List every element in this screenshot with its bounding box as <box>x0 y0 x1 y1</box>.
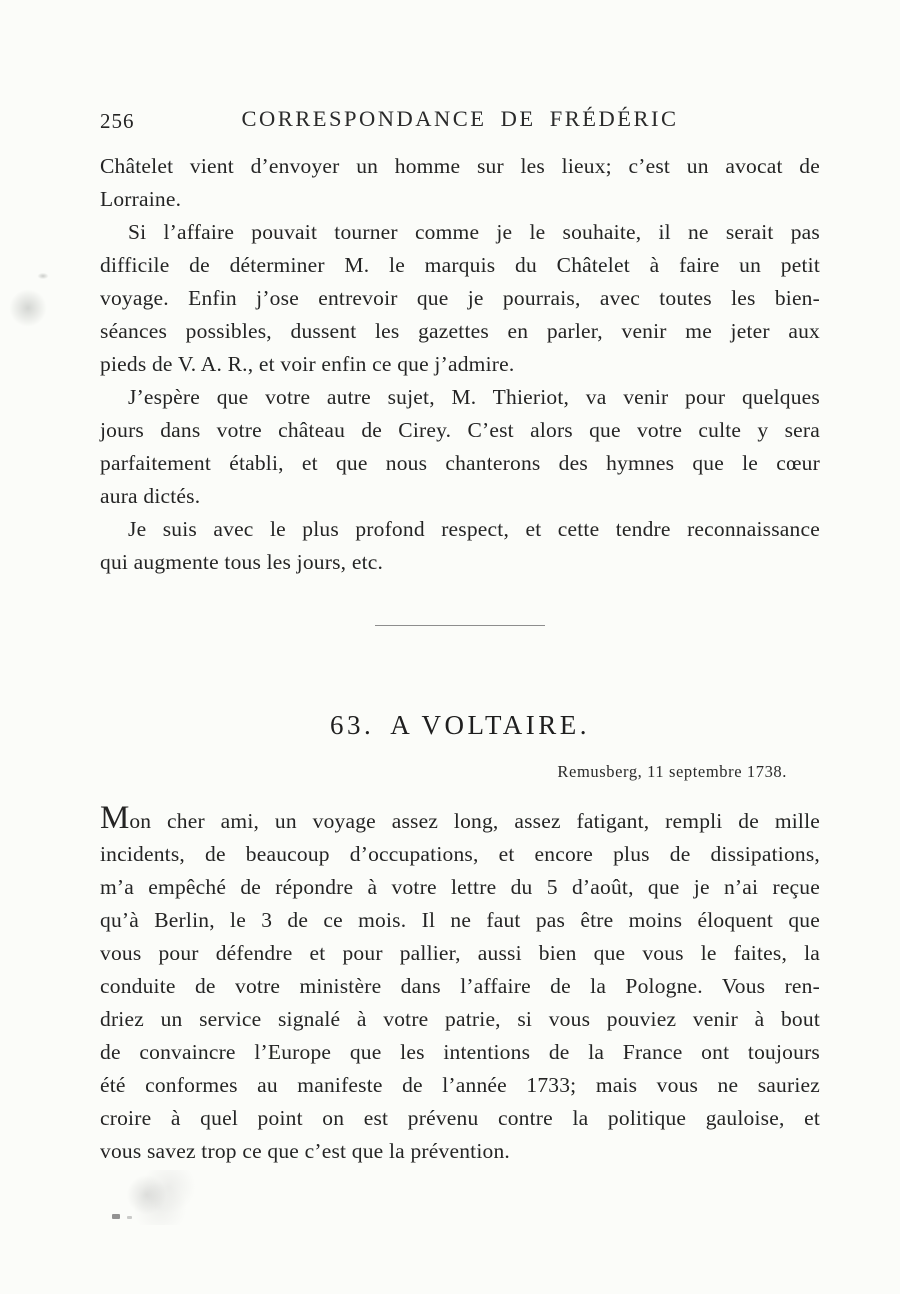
text-line: driez un service signalé à votre patrie, si vous pouviez venir à bout <box>100 1007 820 1031</box>
text-line: de convaincre l’Europe que les intentions de la France ont toujours <box>100 1040 820 1064</box>
text-line: Si l’affaire pouvait tourner comme je le souhaite, il ne serait pas <box>128 220 820 244</box>
text-line: difficile de déterminer M. le marquis du Châtelet à faire un petit <box>100 253 820 277</box>
drop-initial: M <box>100 800 130 836</box>
text-line: pieds de V. A. R., et voir enfin ce que j’admire. <box>100 352 515 376</box>
text-line: parfaitement établi, et que nous chanterons des hymnes que le cœur <box>100 451 820 475</box>
text-line: aura dictés. <box>100 484 201 508</box>
text-line: croire à quel point on est prévenu contre la politique gauloise, et <box>100 1106 820 1130</box>
text-line <box>100 800 820 838</box>
letter-title: A VOLTAIRE. <box>390 710 591 740</box>
running-title: CORRESPONDANCE DE FRÉDÉRIC <box>241 106 679 131</box>
text-line: qui augmente tous les jours, etc. <box>100 550 384 574</box>
text-line: Lorraine. <box>100 187 182 211</box>
dateline: Remusberg, 11 septembre 1738. <box>557 762 787 781</box>
section-divider <box>375 625 545 626</box>
page-number: 256 <box>100 109 135 133</box>
text-line: été conformes au manifeste de l’année 1733; mais vous ne sauriez <box>100 1073 820 1097</box>
text-line: vous pour défendre et pour pallier, aussi bien que vous le faites, la <box>100 941 820 965</box>
text-line: vous savez trop ce que c’est que la prévention. <box>100 1139 510 1163</box>
scan-smudge <box>2 282 54 334</box>
letter-63-body <box>100 800 820 1168</box>
text-line: jours dans votre château de Cirey. C’est alors que votre culte y sera <box>100 418 820 442</box>
letter-62-closing <box>100 150 820 579</box>
scan-smudge-small <box>36 272 50 280</box>
text-line: séances possibles, dussent les gazettes en parler, venir me jeter aux <box>100 319 820 343</box>
text-line: incidents, de beaucoup d’occupations, et encore plus de dissipations, <box>100 842 820 866</box>
text-line: m’a empêché de répondre à votre lettre du 5 d’août, que je n’ai reçue <box>100 875 820 899</box>
text-line: J’espère que votre autre sujet, M. Thieriot, va venir pour quelques <box>128 385 820 409</box>
text-line: Je suis avec le plus profond respect, et cette tendre reconnaissance <box>128 517 820 541</box>
running-head <box>100 106 820 136</box>
text-line: Châtelet vient d’envoyer un homme sur les lieux; c’est un avocat de <box>100 154 820 178</box>
text-line: conduite de votre ministère dans l’affaire de la Pologne. Vous ren- <box>100 974 820 998</box>
text-line: voyage. Enfin j’ose entrevoir que je pourrais, avec toutes les bien- <box>100 286 820 310</box>
letter-number: 63. <box>329 710 375 740</box>
text-line: qu’à Berlin, le 3 de ce mois. Il ne faut pas être moins éloquent que <box>100 908 820 932</box>
text-line-rest: on cher ami, un voyage assez long, assez fatigant, rempli de mille <box>129 809 820 833</box>
text-block <box>100 0 820 1294</box>
letter-heading <box>100 710 820 741</box>
